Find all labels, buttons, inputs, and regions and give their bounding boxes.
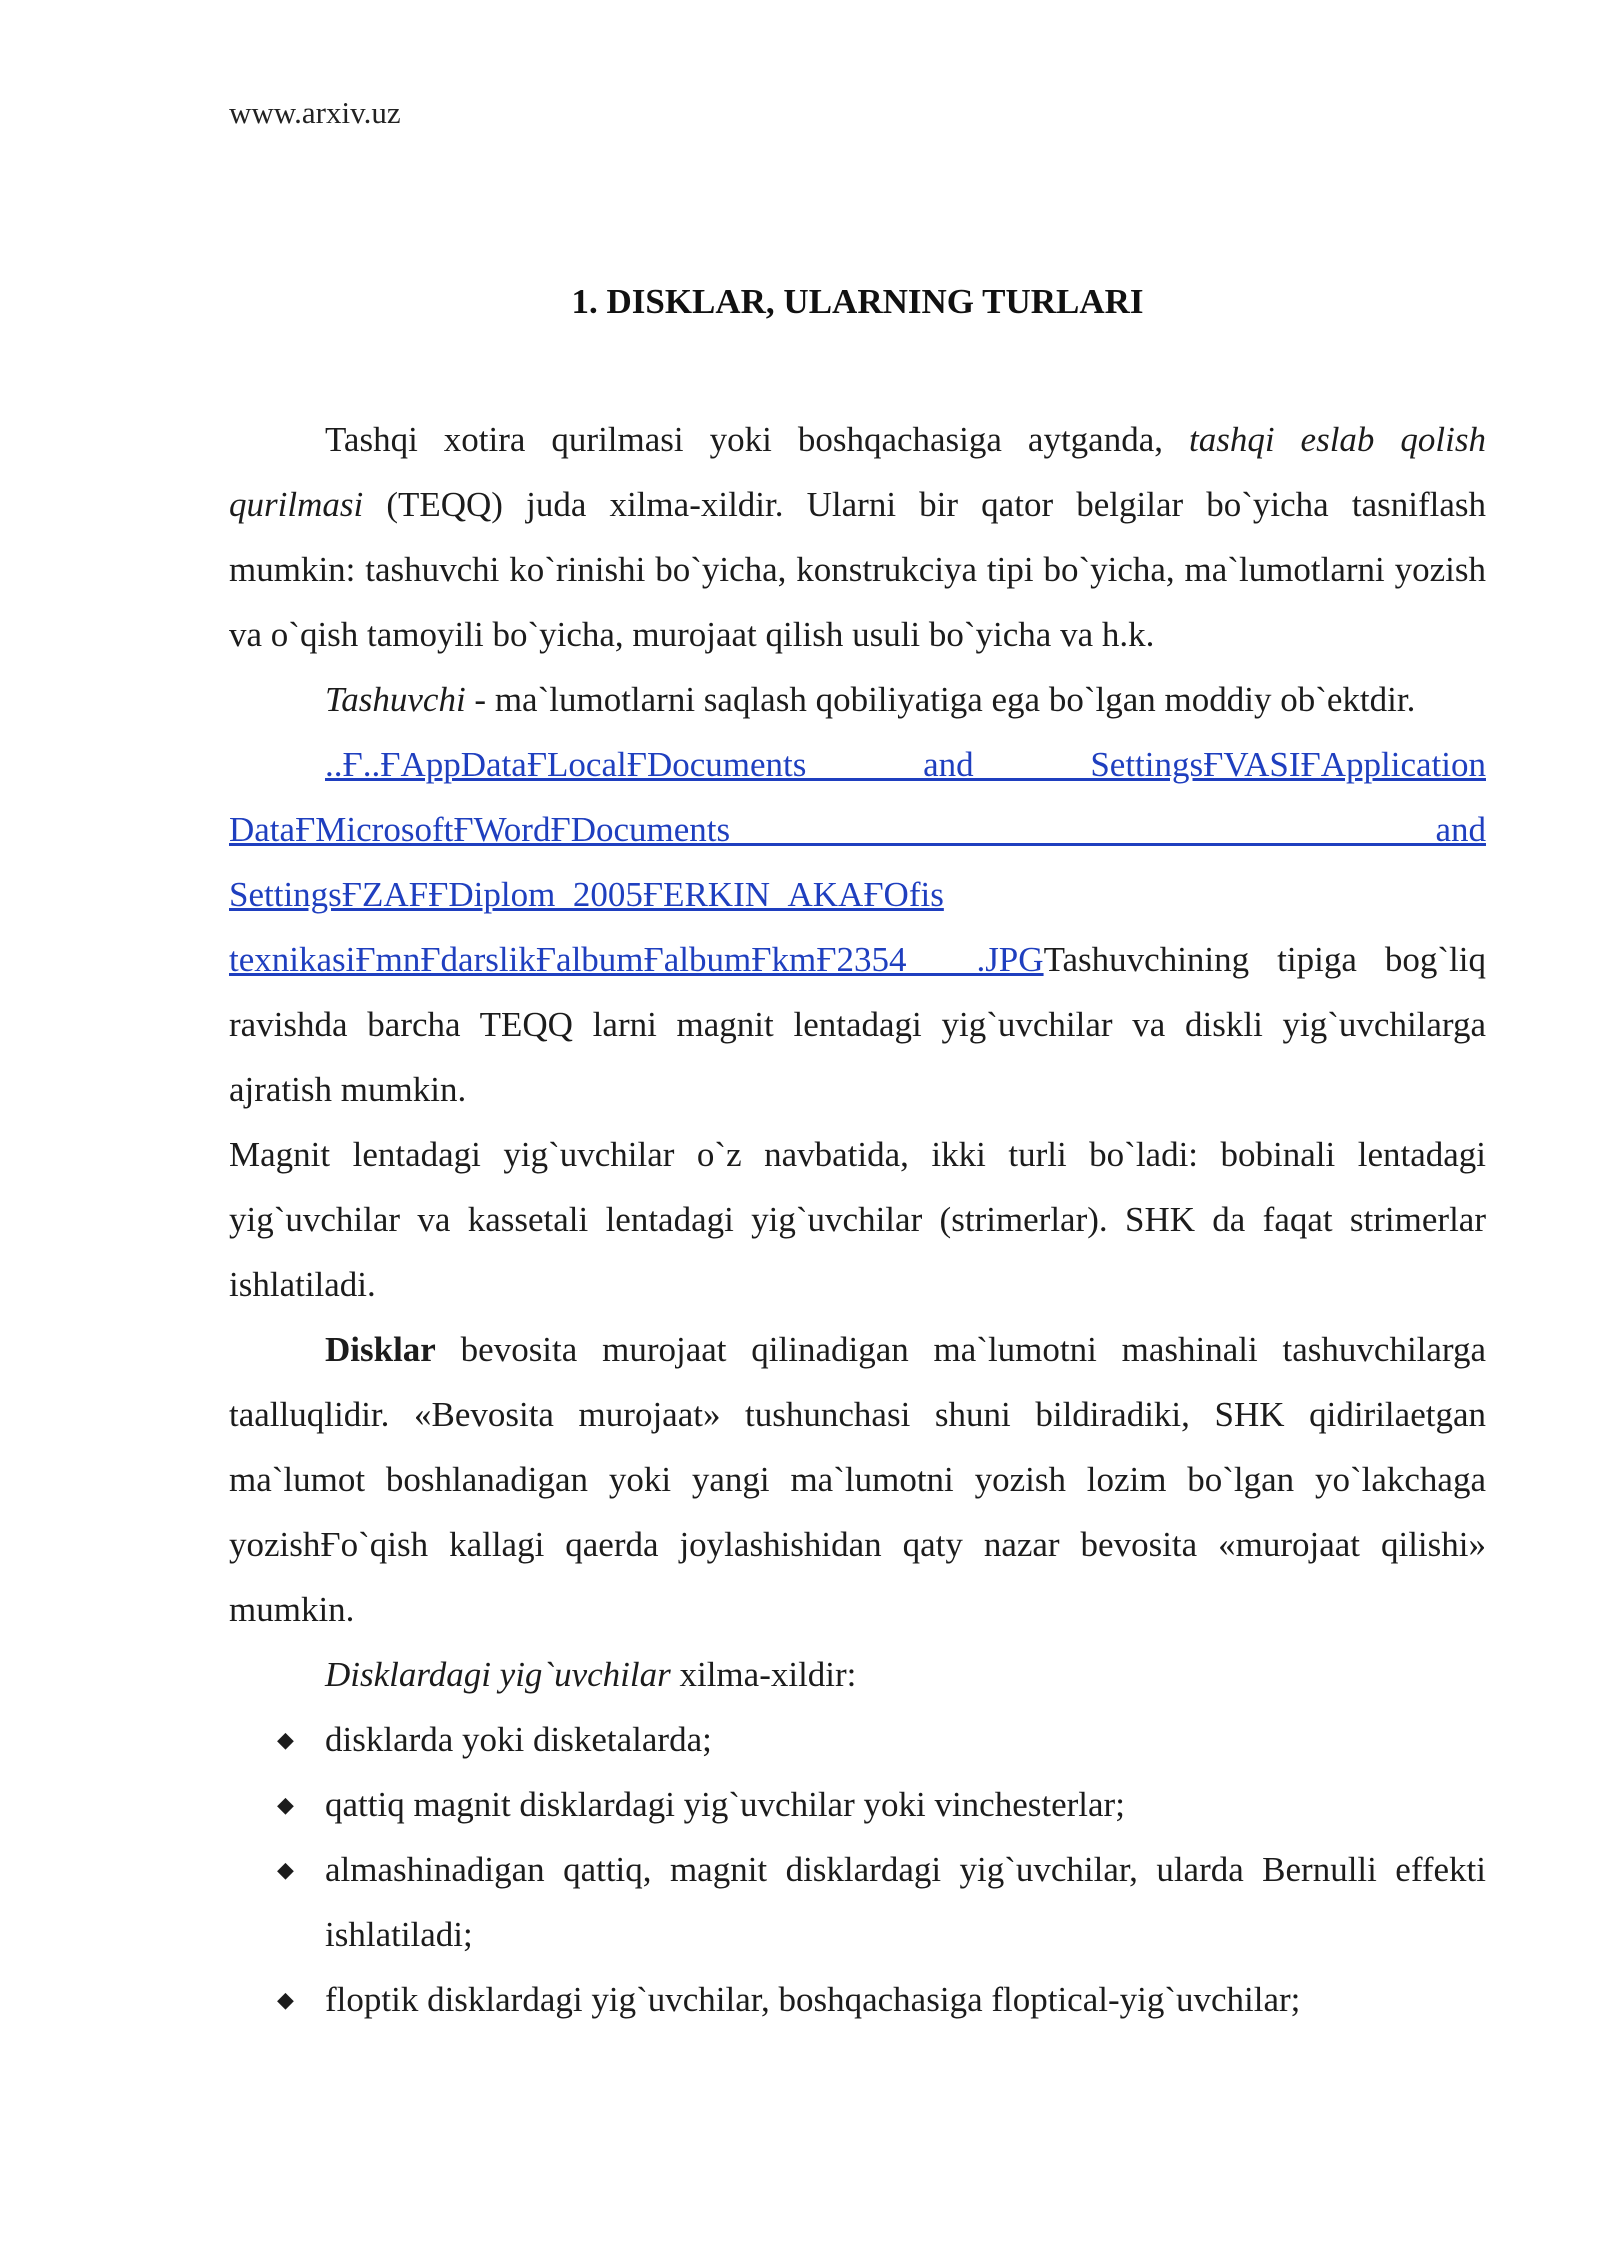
paragraph-tashuvchi-tipi	[229, 927, 1486, 1122]
list-item	[229, 1772, 1486, 1837]
list-item	[229, 1967, 1486, 2032]
link-line-3	[229, 862, 1486, 927]
list-item-text: almashinadigan qattiq, magnit disklardagi yig`uvchilar, ularda Bernulli effekti ishlatiladi;	[325, 1850, 1486, 1954]
diamond-bullet-icon: ◆	[277, 1987, 294, 2012]
paragraph-intro	[229, 407, 1486, 667]
para-text: (TEQQ) juda xilma-xildir. Ularni bir qator belgilar bo`yicha tasniflash mumkin: tashuvchi ko`rinishi bo`yicha, konstrukciya tipi bo`yicha, ma`lumotlarni yozish va o`qish tamoyili bo`yicha, murojaat qilish usuli bo`yicha va h.k.	[229, 485, 1486, 654]
diamond-bullet-icon: ◆	[277, 1857, 294, 1882]
paragraph-list-intro	[229, 1642, 1486, 1707]
list-item	[229, 1707, 1486, 1772]
para-text: bevosita murojaat qilinadigan ma`lumotni mashinali tashuvchilarga taalluqlidir. «Bevosita murojaat» tushunchasi shuni bildiradiki, SHK qidirilaetgan ma`lumot boshlanadigan yoki yangi ma`lumotni yozish lozim bo`lgan yo`lakchaga yozishҒo`qish kallagi qaerda joylashishidan qaty nazar bevosita «murojaat qilishi» mumkin.	[229, 1330, 1486, 1629]
italic-term: Tashuvchi	[325, 680, 466, 719]
file-path-link[interactable]: DataҒMicrosoftҒWordҒDocuments and	[229, 810, 1486, 849]
disk-types-list	[229, 1707, 1486, 2032]
document-body	[229, 407, 1486, 2032]
para-text: Tashuvchining tipiga bog`liq ravishda barcha TEQQ larni magnit lentadagi yig`uvchilar va diskli yig`uvchilarga ajratish mumkin.	[229, 940, 1486, 1109]
list-item	[229, 1837, 1486, 1967]
list-item-text: disklarda yoki disketalarda;	[325, 1720, 712, 1759]
section-title: 1. DISKLAR, ULARNING TURLARI	[571, 282, 1144, 321]
link-line-1	[229, 732, 1486, 797]
diamond-bullet-icon: ◆	[277, 1792, 294, 1817]
list-item-text: qattiq magnit disklardagi yig`uvchilar yoki vinchesterlar;	[325, 1785, 1125, 1824]
link-line-2	[229, 797, 1486, 862]
italic-term: Disklardagi yig`uvchilar	[325, 1655, 671, 1694]
paragraph-disklar	[229, 1317, 1486, 1642]
list-item-text: floptik disklardagi yig`uvchilar, boshqachasiga floptical-yig`uvchilar;	[325, 1980, 1301, 2019]
paragraph-magnit-lenta	[229, 1122, 1486, 1317]
diamond-bullet-icon: ◆	[277, 1727, 294, 1752]
file-path-link[interactable]: SettingsҒZAFҒDiplom_2005ҒERKIN_AKAҒOfis	[229, 875, 944, 914]
para-text: Tashqi xotira qurilmasi yoki boshqachasiga aytganda,	[325, 420, 1189, 459]
para-text: xilma-xildir:	[670, 1655, 857, 1694]
para-text: - ma`lumotlarni saqlash qobiliyatiga ega bo`lgan moddiy ob`ektdir.	[465, 680, 1416, 719]
bold-term: Disklar	[325, 1330, 436, 1369]
file-path-link[interactable]: ..Ғ..ҒAppDataҒLocalҒDocuments and SettingsҒVASIҒApplication	[325, 745, 1486, 784]
file-path-link[interactable]: texnikasiҒmnҒdarslikҒalbumҒalbumҒkmҒ2354____.JPG	[229, 940, 1044, 979]
para-text: Magnit lentadagi yig`uvchilar o`z navbatida, ikki turli bo`ladi: bobinali lentadagi yig`uvchilar va kassetali lentadagi yig`uvchilar (strimerlar). SHK da faqat strimerlar ishlatiladi.	[229, 1135, 1486, 1304]
italic-term: tashqi eslab qolish qurilmasi	[229, 420, 1486, 524]
header-url: www.arxiv.uz	[229, 95, 401, 130]
paragraph-definition	[229, 667, 1486, 732]
